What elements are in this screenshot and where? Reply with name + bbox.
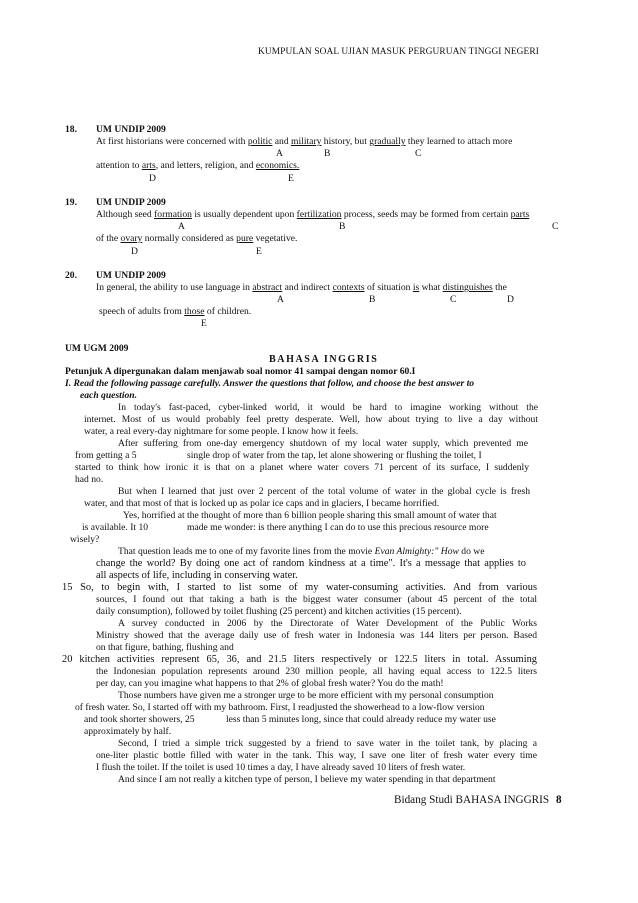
- passage-line: Ministry showed that the average daily use of fresh water in Indonesia was 144 liters per person. Based: [96, 630, 537, 641]
- passage-line: 20 kitchen activities represent 65, 36, and 21.5 liters respectively or 122.5 liters in total. Assuming: [62, 654, 537, 665]
- task-instruction: I. Read the following passage carefully. Answer the questions that follow, and choose the best answer to: [65, 378, 475, 389]
- option-letter: C: [415, 148, 422, 159]
- passage-line: That question leads me to one of my favorite lines from the movie Evan Almighty:" How do we: [118, 546, 485, 557]
- passage-line: water, a real every-day nightmare for some people. I know how it feels.: [84, 426, 359, 437]
- option-letter: D: [131, 246, 138, 257]
- question-sentence-line: attention to arts, and letters, religion, and economics.: [96, 160, 300, 171]
- passage-line: single drop of water from the tap, let alone showering or flushing the toilet, I: [187, 450, 482, 461]
- passage-line: And since I am not really a kitchen type of person, I believe my water spending in that department: [118, 774, 496, 785]
- footer-subject: Bidang Studi BAHASA INGGRIS: [394, 794, 550, 806]
- passage-line: Yes, horrified at the thought of more than 6 billion people sharing this small amount of water that: [123, 510, 497, 521]
- question-number: 20.: [65, 270, 77, 281]
- passage-line: change the world? By doing one act of random kindness at a time". It's a message that applies to: [96, 558, 526, 569]
- page-number: 8: [556, 794, 562, 806]
- passage-line: sources, I found out that taking a bath is the biggest water consumer (about 45 percent of the total: [96, 594, 537, 605]
- task-instruction: each question.: [80, 390, 138, 401]
- question-sentence-line: Although seed formation is usually dependent upon fertilization process, seeds may be formed from certain parts: [96, 209, 530, 220]
- passage-line: started to think how ironic it is that on a planet where water covers 71 percent of its surface, I suddenly: [75, 462, 529, 473]
- passage-line-number: and took shorter showers, 25: [84, 714, 195, 725]
- option-letter: E: [256, 246, 262, 257]
- section-label: UM UGM 2009: [65, 343, 129, 354]
- question-number: 19.: [65, 197, 77, 208]
- option-letter: B: [339, 221, 346, 232]
- question-source: UM UNDIP 2009: [96, 124, 166, 135]
- passage-line: 15 So, to begin with, I started to list some of my water-consuming activities. And from various: [62, 582, 537, 593]
- section-instruction: Petunjuk A dipergunakan dalam menjawab soal nomor 41 sampai dengan nomor 60.I: [65, 366, 416, 377]
- passage-line: of fresh water. So, I started off with my bathroom. First, I readjusted the showerhead to a low-flow version: [75, 702, 485, 713]
- option-letter: A: [276, 148, 283, 159]
- passage-line-number: is available. It 10: [82, 522, 149, 533]
- option-letter: E: [201, 318, 207, 329]
- passage-line: daily consumption), followed by toilet flushing (25 percent) and kitchen activities (15 percent).: [96, 606, 462, 617]
- passage-line: on that figure, bathing, flushing and: [96, 642, 234, 653]
- passage-line: had no.: [75, 474, 104, 485]
- passage-line: water, and that most of that is locked up as polar ice caps and in glaciers, I became horrified.: [84, 498, 440, 509]
- passage-line-number: from getting a 5: [75, 450, 137, 461]
- option-letter: B: [324, 148, 331, 159]
- passage-line: In today's fast-paced, cyber-linked world, it would be hard to imagine working without the: [118, 402, 538, 413]
- passage-line: all aspects of life, including in conserving water.: [96, 570, 298, 581]
- passage-line: the Indonesian population represents around 230 million people, all having equal access to 122.5 liters: [96, 666, 537, 677]
- passage-line: Second, I tried a simple trick suggested by a friend to save water in the toilet tank, by placing a: [118, 738, 537, 749]
- option-letter: D: [149, 173, 156, 184]
- passage-line: made me wonder: is there anything I can do to use this precious resource more: [187, 522, 489, 533]
- passage-line: per day, can you imagine what happens to that 2% of global fresh water? You do the math!: [96, 678, 444, 689]
- passage-line: After suffering from one-day emergency shutdown of my local water supply, which prevented me: [118, 438, 528, 449]
- question-sentence-line: In general, the ability to use language in abstract and indirect contexts of situation is what distinguishes the: [96, 282, 507, 293]
- passage-line: But when I learned that just over 2 percent of the total volume of water in the global cycle is fresh: [118, 486, 530, 497]
- passage-line: A survey conducted in 2006 by the Directorate of Water Development of the Public Works: [118, 618, 537, 629]
- running-header: KUMPULAN SOAL UJIAN MASUK PERGURUAN TINGGI NEGERI: [258, 47, 539, 57]
- option-letter: B: [369, 294, 376, 305]
- question-source: UM UNDIP 2009: [96, 197, 166, 208]
- passage-line: approximately by half.: [84, 726, 172, 737]
- passage-line: Those numbers have given me a stronger urge to be more efficient with my personal consumption: [118, 690, 494, 701]
- passage-line: I flush the toilet. If the toilet is used 10 times a day, I have already saved 10 liters of fresh water.: [96, 762, 466, 773]
- option-letter: A: [178, 221, 185, 232]
- option-letter: C: [552, 221, 559, 232]
- option-letter: A: [277, 294, 284, 305]
- passage-line: less than 5 minutes long, since that could already reduce my water use: [226, 714, 496, 725]
- section-title: BAHASA INGGRIS: [269, 354, 379, 365]
- option-letter: D: [507, 294, 514, 305]
- option-letter: C: [450, 294, 457, 305]
- passage-line: wisely?: [70, 534, 100, 545]
- question-number: 18.: [65, 124, 77, 135]
- question-source: UM UNDIP 2009: [96, 270, 166, 281]
- question-sentence-line: speech of adults from those of children.: [99, 306, 252, 317]
- option-letter: E: [288, 173, 294, 184]
- passage-line: one-liter plastic bottle filled with water in the tank. This way, I save one liter of fresh water every time: [96, 750, 537, 761]
- passage-line: internet. Most of us would probably feel pretty desperate. Well, how about trying to live a day without: [84, 414, 538, 425]
- question-sentence-line: of the ovary normally considered as pure vegetative.: [96, 233, 298, 244]
- question-sentence-line: At first historians were concerned with politic and military history, but gradually they learned to attach more: [96, 136, 513, 147]
